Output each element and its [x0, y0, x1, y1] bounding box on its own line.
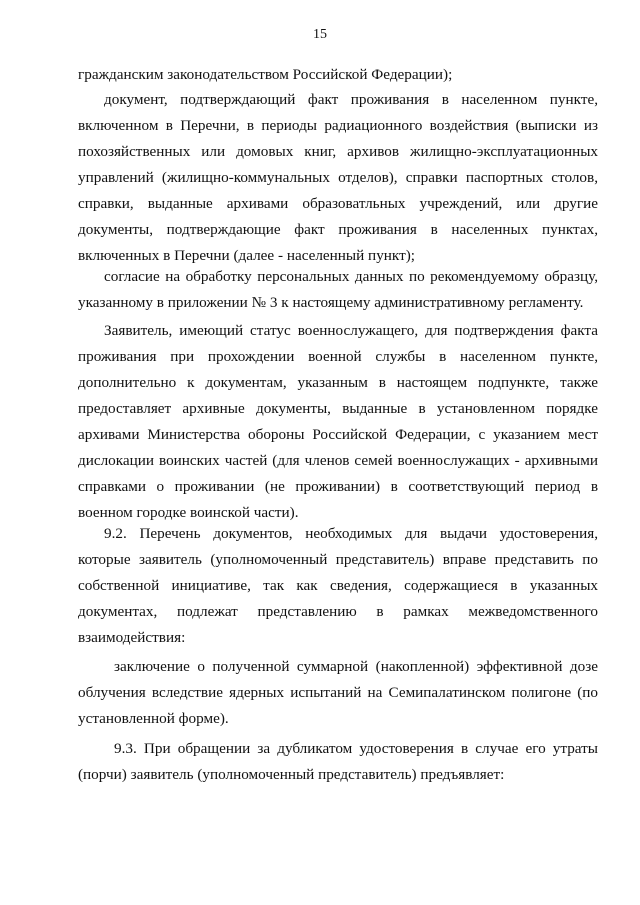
text-line: заключение о полученной суммарной (накопленной) эффективной дозе — [114, 658, 598, 675]
text-line: собственной инициативе, так как сведения, содержащиеся в указанных — [78, 577, 598, 594]
text-line: справками о проживании (не проживании) в соответствующий период в — [78, 478, 598, 495]
paragraph — [78, 654, 598, 732]
text-line: документ, подтверждающий факт проживания в населенном пункте, — [104, 91, 598, 108]
text-line: документах, подлежат представлению в рамках межведомственного — [78, 603, 598, 620]
paragraph — [78, 264, 598, 316]
text-line: установленной форме). — [78, 710, 229, 727]
text-line: предоставляет архивные документы, выданные в установленном порядке — [78, 400, 598, 417]
text-line: гражданским законодательством Российской Федерации); — [78, 66, 453, 83]
text-line: справки, выданные архивами образоватльных учреждений, или другие — [78, 195, 598, 212]
paragraph — [78, 87, 598, 269]
text-line: 9.2. Перечень документов, необходимых для выдачи удостоверения, — [104, 525, 598, 542]
text-line: военном городке воинской части). — [78, 504, 299, 521]
text-line: включенных в Перечни (далее - населенный пункт); — [78, 247, 416, 264]
text-line: 9.3. При обращении за дубликатом удостоверения в случае его утраты — [114, 740, 598, 757]
paragraph — [78, 736, 598, 788]
paragraph — [78, 62, 598, 88]
page-number: 15 — [313, 27, 327, 42]
text-line: управлений (жилищно-коммунальных отделов), справки паспортных столов, — [78, 169, 598, 186]
text-line: дислокации воинских частей (для членов семей военнослужащих - архивными — [78, 452, 598, 469]
text-line: указанному в приложении № 3 к настоящему административному регламенту. — [78, 294, 584, 311]
text-line: согласие на обработку персональных данных по рекомендуемому образцу, — [104, 268, 598, 285]
text-line: (порчи) заявитель (уполномоченный представитель) предъявляет: — [78, 766, 505, 783]
paragraph — [78, 318, 598, 526]
text-line: Заявитель, имеющий статус военнослужащего, для подтверждения факта — [104, 322, 598, 339]
text-line: включенном в Перечни, в периоды радиационного воздействия (выписки из — [78, 117, 598, 134]
text-line: похозяйственных или домовых книг, архивов жилищно-эксплуатационных — [78, 143, 598, 160]
text-line: взаимодействия: — [78, 629, 186, 646]
text-line: которые заявитель (уполномоченный представитель) вправе представить по — [78, 551, 598, 568]
text-line: документы, подтверждающие факт проживания в населенных пунктах, — [78, 221, 598, 238]
text-line: облучения вследствие ядерных испытаний на Семипалатинском полигоне (по — [78, 684, 598, 701]
paragraph — [78, 521, 598, 651]
text-line: проживания при прохождении военной службы в населенном пункте, — [78, 348, 598, 365]
text-line: архивами Министерства обороны Российской Федерации, с указанием мест — [78, 426, 598, 443]
text-line: дополнительно к документам, указанным в настоящем подпункте, также — [78, 374, 598, 391]
